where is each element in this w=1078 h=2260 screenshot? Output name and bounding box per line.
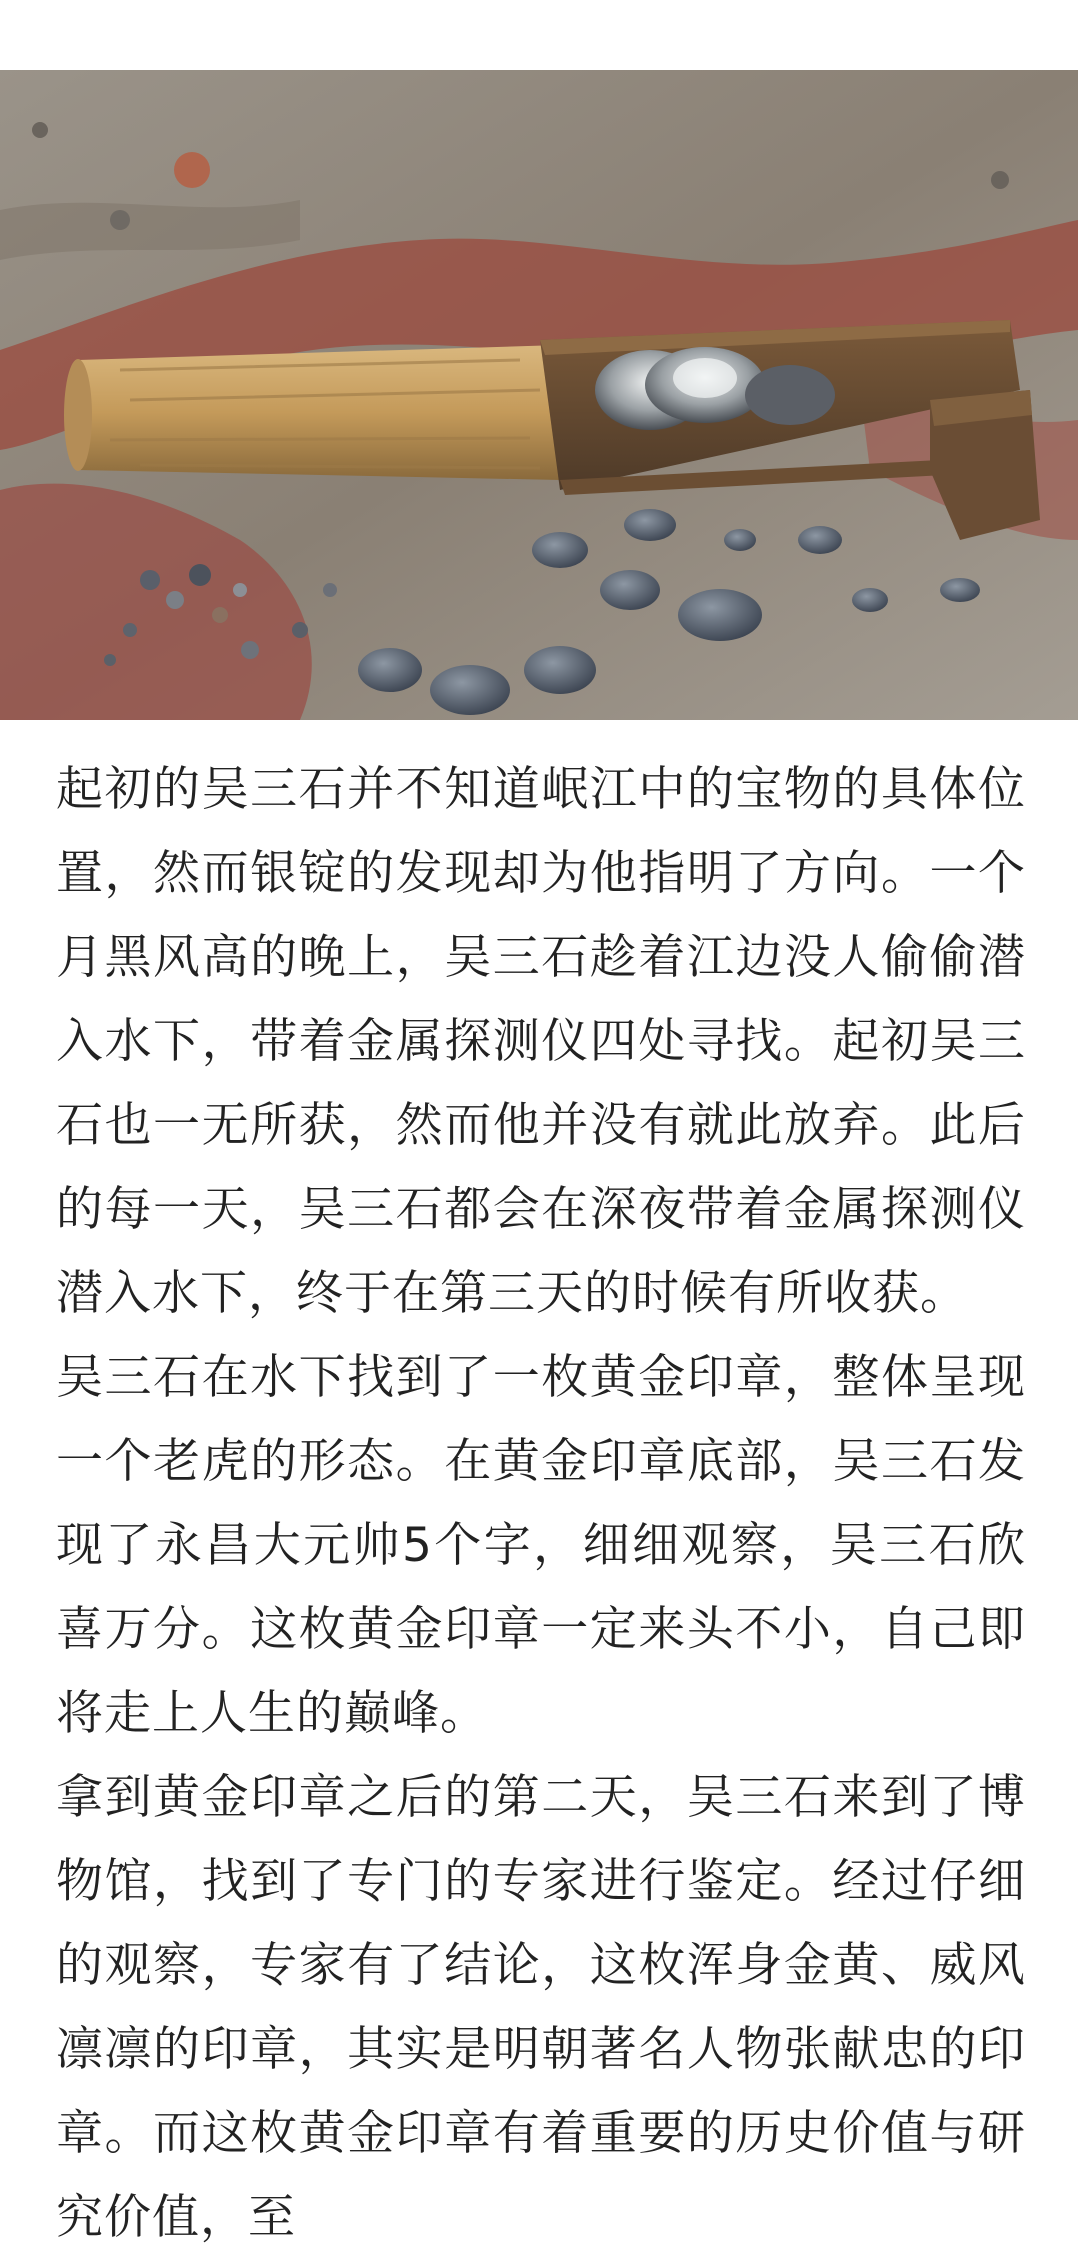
- article-photo: [0, 70, 1078, 720]
- top-cropped-text-strip: [0, 0, 1078, 70]
- article-paragraph-2: 吴三石在水下找到了一枚黄金印章，整体呈现一个老虎的形态。在黄金印章底部，吴三石发现了永昌大元帅5个字，细细观察，吴三石欣喜万分。这枚黄金印章一定来头不小，自己即将走上人生的巅峰。: [56, 1350, 1026, 1741]
- riverbed-ingot-coffer-image: [0, 70, 1078, 720]
- article-body: [56, 748, 1026, 2260]
- article-paragraph-3: 拿到黄金印章之后的第二天，吴三石来到了博物馆，找到了专门的专家进行鉴定。经过仔细的观察，专家有了结论，这枚浑身金黄、威风凛凛的印章，其实是明朝著名人物张献忠的印章。而这枚黄金印章有着重要的历史价值与研究价值，至: [56, 1770, 1026, 2245]
- article-paragraph-1: 起初的吴三石并不知道岷江中的宝物的具体位置，然而银锭的发现却为他指明了方向。一个月黑风高的晚上，吴三石趁着江边没人偷偷潜入水下，带着金属探测仪四处寻找。起初吴三石也一无所获，然而他并没有就此放弃。此后的每一天，吴三石都会在深夜带着金属探测仪潜入水下，终于在第三天的时候有所收获。: [56, 762, 1026, 1321]
